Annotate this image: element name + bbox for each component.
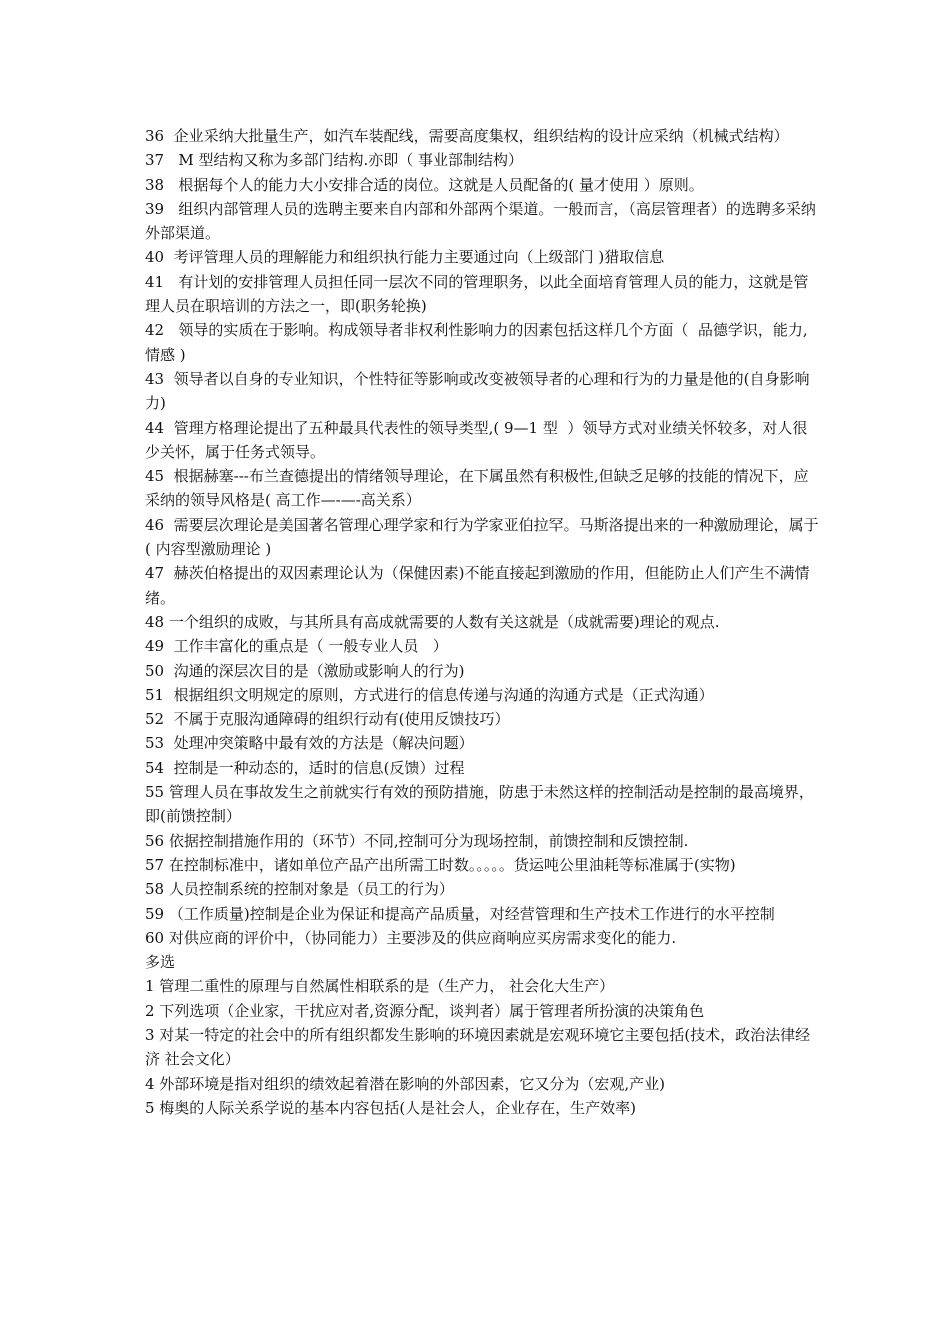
- question-41: 41 有计划的安排管理人员担任同一层次不同的管理职务，以此全面培育管理人员的能力，这就是管理人员在职培训的方法之一，即(职务轮换): [145, 272, 809, 316]
- question-59: 59 （工作质量)控制是企业为保证和提高产品质量，对经营管理和生产技术工作进行的水平控制: [145, 904, 775, 923]
- question-55: 55 管理人员在事故发生之前就实行有效的预防措施，防患于未然这样的控制活动是控制的最高境界，即(前馈控制）: [145, 783, 814, 826]
- question-56: 56 依据控制措施作用的（环节）不同,控制可分为现场控制，前馈控制和反馈控制.: [145, 831, 689, 850]
- multi-question-5: 5 梅奥的人际关系学说的基本内容包括(人是社会人，企业存在，生产效率): [145, 1098, 637, 1117]
- question-47: 47 赫茨伯格提出的双因素理论认为（保健因素)不能直接起到激励的作用，但能防止人们产生不满情绪。: [145, 564, 810, 607]
- question-45: 45 根据赫塞---布兰查德提出的情绪领导理论，在下属虽然有积极性,但缺乏足够的技能的情况下，应采纳的领导风格是( 高工作—-—-高关系）: [145, 467, 809, 510]
- multi-question-2: 2 下列选项（企业家，干扰应对者,资源分配，谈判者）属于管理者所扮演的决策角色: [145, 1001, 705, 1020]
- multi-question-3: 3 对某一特定的社会中的所有组织都发生影响的环境因素就是宏观环境它主要包括(技术，政治法律经济 社会文化）: [145, 1025, 811, 1069]
- question-43: 43 领导者以自身的专业知识，个性特征等影响或改变被领导者的心理和行为的力量是他的(自身影响力): [145, 369, 810, 413]
- question-44: 44 管理方格理论提出了五种最具代表性的领导类型,( 9—1 型 ）领导方式对业绩关怀较多，对人很少关怀，属于任务式领导。: [145, 418, 808, 461]
- question-54: 54 控制是一种动态的，适时的信息(反馈）过程: [145, 758, 465, 777]
- question-57: 57 在控制标准中，诸如单位产品产出所需工时数。。。。。货运吨公里油耗等标准属于(实物): [145, 855, 736, 874]
- question-50: 50 沟通的深层次目的是（激励或影响人的行为): [145, 661, 465, 680]
- question-58: 58 人员控制系统的控制对象是（员工的行为）: [145, 880, 454, 899]
- question-39: 39 组织内部管理人员的选聘主要来自内部和外部两个渠道。一般而言，（高层管理者）的选聘多采纳外部渠道。: [145, 199, 816, 243]
- section-heading-multiple-choice: 多选: [145, 953, 176, 972]
- document-body: [145, 124, 820, 1120]
- multi-question-1: 1 管理二重性的原理与自然属性相联系的是（生产力， 社会化大生产）: [145, 977, 615, 996]
- question-37: 37 M 型结构又称为多部门结构.亦即（ 事业部制结构）: [145, 151, 524, 170]
- question-48: 48 一个组织的成败，与其所具有高成就需要的人数有关这就是（成就需要)理论的观点.: [145, 612, 720, 631]
- question-49: 49 工作丰富化的重点是（ 一般专业人员 ）: [145, 637, 448, 656]
- question-60: 60 对供应商的评价中，（协同能力）主要涉及的供应商响应买房需求变化的能力.: [145, 928, 677, 947]
- multi-question-4: 4 外部环境是指对组织的绩效起着潜在影响的外部因素，它又分为（宏观,产业): [145, 1074, 665, 1093]
- question-36: 36 企业采纳大批量生产，如汽车装配线，需要高度集权，组织结构的设计应采纳（机械式结构）: [145, 127, 789, 145]
- question-51: 51 根据组织文明规定的原则，方式进行的信息传递与沟通的沟通方式是（正式沟通）: [145, 685, 714, 704]
- question-40: 40 考评管理人员的理解能力和组织执行能力主要通过向（上级部门 )猎取信息: [145, 248, 665, 267]
- question-53: 53 处理冲突策略中最有效的方法是（解决问题）: [145, 734, 474, 753]
- question-46: 46 需要层次理论是美国著名管理心理学家和行为学家亚伯拉罕。马斯洛提出来的一种激励理论，属于( 内容型激励理论 ): [145, 515, 819, 559]
- question-38: 38 根据每个人的能力大小安排合适的岗位。这就是人员配备的( 量才使用 ）原则。: [145, 175, 704, 194]
- question-52: 52 不属于克服沟通障碍的组织行动有(使用反馈技巧）: [145, 710, 510, 729]
- question-42: 42 领导的实质在于影响。构成领导者非权利性影响力的因素包括这样几个方面（ 品德学识，能力,情感 ): [145, 321, 808, 364]
